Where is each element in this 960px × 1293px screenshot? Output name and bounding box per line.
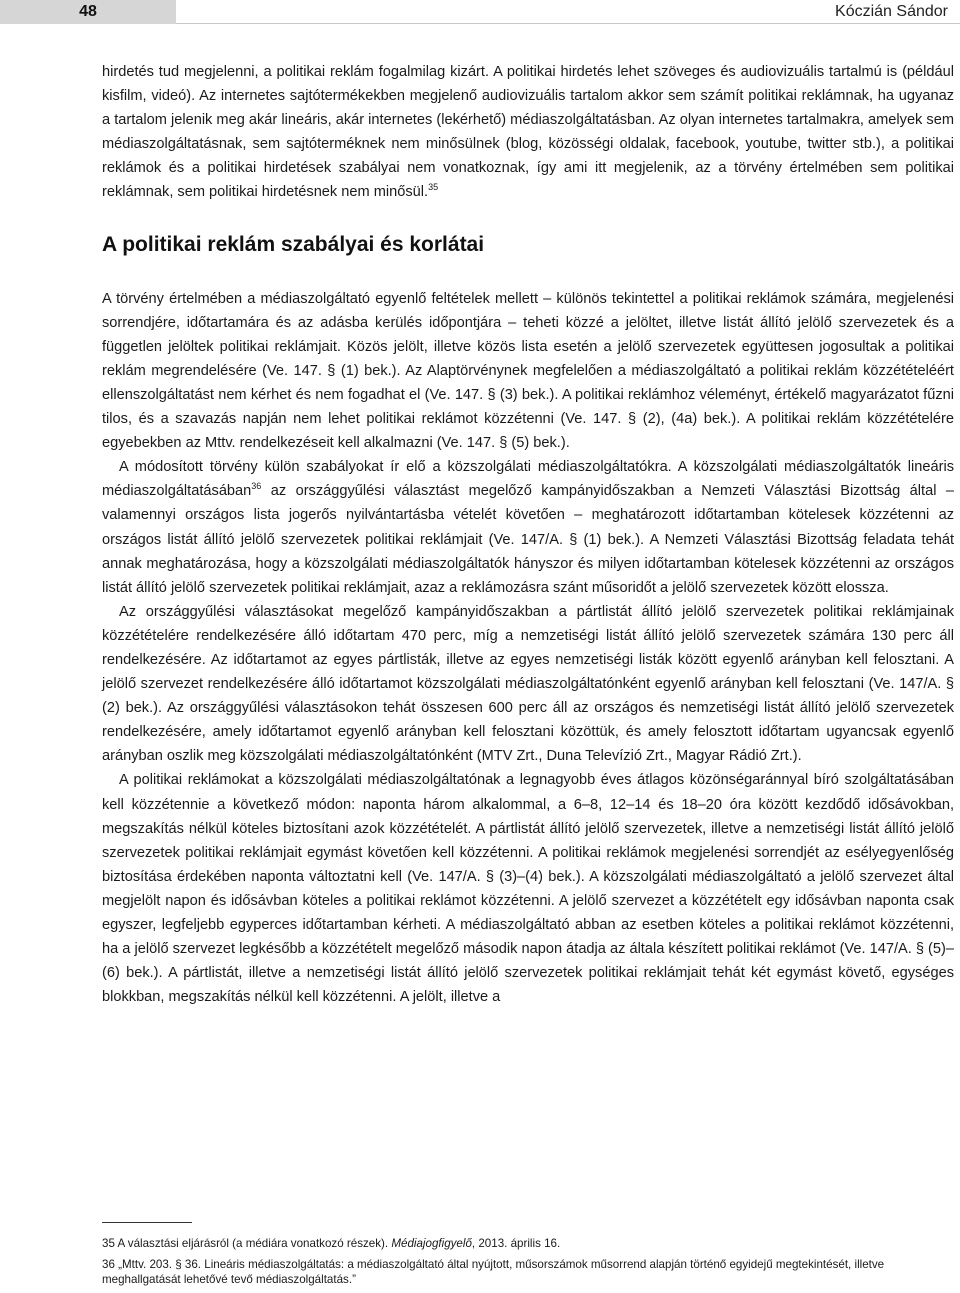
footnotes — [102, 1236, 954, 1293]
paragraph-2-text-a: A módosított törvény külön szabályokat ír elő a közszolgálati médiaszolgáltatókra. A közszolgálati médiaszolgáltatók lineáris médiaszolgáltatásában — [102, 459, 954, 500]
paragraph-4: A politikai reklámokat a közszolgálati médiaszolgáltatónak a legnagyobb éves átlagos közönségaránnyal bíró szolgáltatásában kell közzétennie a következő módon: naponta három alkalommal, a 6–8, 12–14 és 18–20 óra között kezdődő idősávokban, megszakítás nélkül köteles biztosítani azok közzétételét. A pártlistát állító jelölő szervezetek, illetve a nemzetiségi listát állító jelölő szervezetek politikai reklámjait egymást követően kell közzétenni. A politikai reklámok megjelenési sorrendjét az esélyegyenlőség biztosítása érdekében naponta változtatni kell (Ve. 147/A. § (3)–(4) bek.). A közszolgálati médiaszolgáltató a jelölő szervezet által megjelölt napon és idősávban köteles a politikai reklámot közzétenni. A jelölő szervezet a közzétételt egy idősávban naponta csak egyszer, legfeljebb egyperces időtartamban kérheti. A médiaszolgáltató abban az esetben köteles a politikai reklámot közzétenni, ha a jelölő szervezet legkésőbb a közzétételt megelőző második napon átadja az általa készített politikai reklámot (Ve. 147/A. § (5)–(6) bek.). A pártlistát, illetve a nemzetiségi listát állító jelölő szervezetek politikai reklámjait tehát két egymást követő, egységes blokkban, megszakítás nélkül kell közzétenni. A jelölt, illetve a — [102, 772, 954, 1006]
footnote-rule — [102, 1222, 192, 1223]
footnote-36: 36 „Mttv. 203. § 36. Lineáris médiaszolgáltatás: a médiaszolgáltató által nyújtott, műsorszámok műsorrend alapján történő egyidejű megtekintését, illetve meghallgatását lehetővé tevő médiaszolgáltatás.” — [102, 1258, 885, 1286]
section-heading: A politikai reklám szabályai és korlátai — [102, 232, 485, 256]
footnote-35-text: 35 A választási eljárásról (a médiára vonatkozó részek). — [102, 1237, 392, 1250]
footnote-35 — [102, 1236, 954, 1251]
paragraph-1: A törvény értelmében a médiaszolgáltató egyenlő feltételek mellett – különös tekintettel a politikai reklámok számára, megjelenési sorrendjére, időtartamára és az adásba kerülés időpontjára – teheti közzé a jelöltet, illetve listát állító jelölő szervezetek és a független jelöltek politikai reklámjait. Közös jelölt, illetve közös lista esetén a jelölő szervezetek együttesen jogosultak a politikai reklám megrendelésére (Ve. 147. § (1) bek.). Az Alaptörvénynek megfelelően a médiaszolgáltató a politikai reklám közzétételéért ellenszolgáltatást nem kérhet és nem fogadhat el (Ve. 147. § (3) bek.). A politikai reklámhoz véleményt, értékelő magyarázatot fűzni tilos, és a szavazás napján nem lehet politikai reklámot közzétenni (Ve. 147. § (2), (4a) bek.). A politikai reklám közzétételére egyebekben az Mttv. rendelkezéseit kell alkalmazni (Ve. 147. § (5) bek.). — [102, 290, 954, 452]
intro-paragraph — [102, 60, 954, 205]
running-head-author: Kóczián Sándor — [835, 3, 948, 20]
paragraph-2-text-b: az országgyűlési választást megelőző kampányidőszakban a Nemzeti Választási Bizottság által – valamennyi országos lista jogerős nyilvántartásba vételét követően – meghatározott időtartamban kötelesek közzétenni az országos listát állító jelölő szervezetek politikai reklámjait (Ve. 147/A. § (1) bek.). A Nemzeti Választási Bizottság feladata tehát annak meghatározása, hogy a közszolgálati médiaszolgáltatók hányszor és milyen időtartamban kötelesek közzétenni az országos listát állító jelölő szervezetek politikai reklámjait, azaz a reklámozásra szánt műsoridőt a jelölő szervezetek között elossza. — [102, 483, 954, 596]
footnote-35-date: , 2013. április 16. — [471, 1237, 561, 1250]
intro-text: hirdetés tud megjelenni, a politikai reklám fogalmilag kizárt. A politikai hirdetés lehet szöveges és audiovizuális tartalmú is (például kisfilm, videó). Az internetes sajtótermékekben megjelenő audiovizuális tartalom akkor sem számít politikai reklámnak, ha ugyanaz a tartalom jelenik meg akár lineáris, akár internetes (lekérhető) médiaszolgáltatásban. Az olyan internetes tartalmakra, amelyek sem médiaszolgáltatásnak, sem sajtóterméknek nem minősülnek (blog, közösségi oldalak, facebook, youtube, twitter stb.), a politikai reklámok és a politikai hirdetések szabályai nem vonatkoznak, így ami itt megjelenik, az a törvény értelmében sem politikai reklámnak, sem politikai hirdetésnek nem minősül. — [102, 64, 954, 201]
footnote-35-source: Médiajogfigyelő — [391, 1237, 472, 1250]
page-number: 48 — [0, 0, 176, 24]
paragraph-2 — [102, 455, 954, 600]
paragraph-3: Az országgyűlési választásokat megelőző kampányidőszakban a pártlistát állító jelölő szervezetek politikai reklámjainak közzétételére rendelkezésére álló időtartam 470 perc, míg a nemzetiségi listát állító jelölő szervezetek számára 130 perc áll rendelkezésére. Az időtartamot az egyes pártlisták, illetve az egyes nemzetiségi listák között egyenlő arányban kell felosztani. A jelölő szervezet rendelkezésére álló időtartamot közszolgálati médiaszolgáltatónként egyenlő arányban kell felosztani (Ve. 147/A. § (2) bek.). Az országgyűlési választásokon tehát összesen 600 perc áll az országos és nemzetiségi listát állító jelölő szervezetek rendelkezésére, amely időtartamot egyenlő arányban kell felosztani közöttük, és amely felosztott időtartam ugyancsak egyenlő arányban oszlik meg közszolgálati médiaszolgáltatónként (MTV Zrt., Duna Televízió Zrt., Magyar Rádió Zrt.). — [102, 603, 954, 765]
footnote-ref-35: 35 — [428, 182, 439, 193]
body-text — [102, 60, 954, 1009]
footnote-ref-36: 36 — [251, 481, 262, 492]
